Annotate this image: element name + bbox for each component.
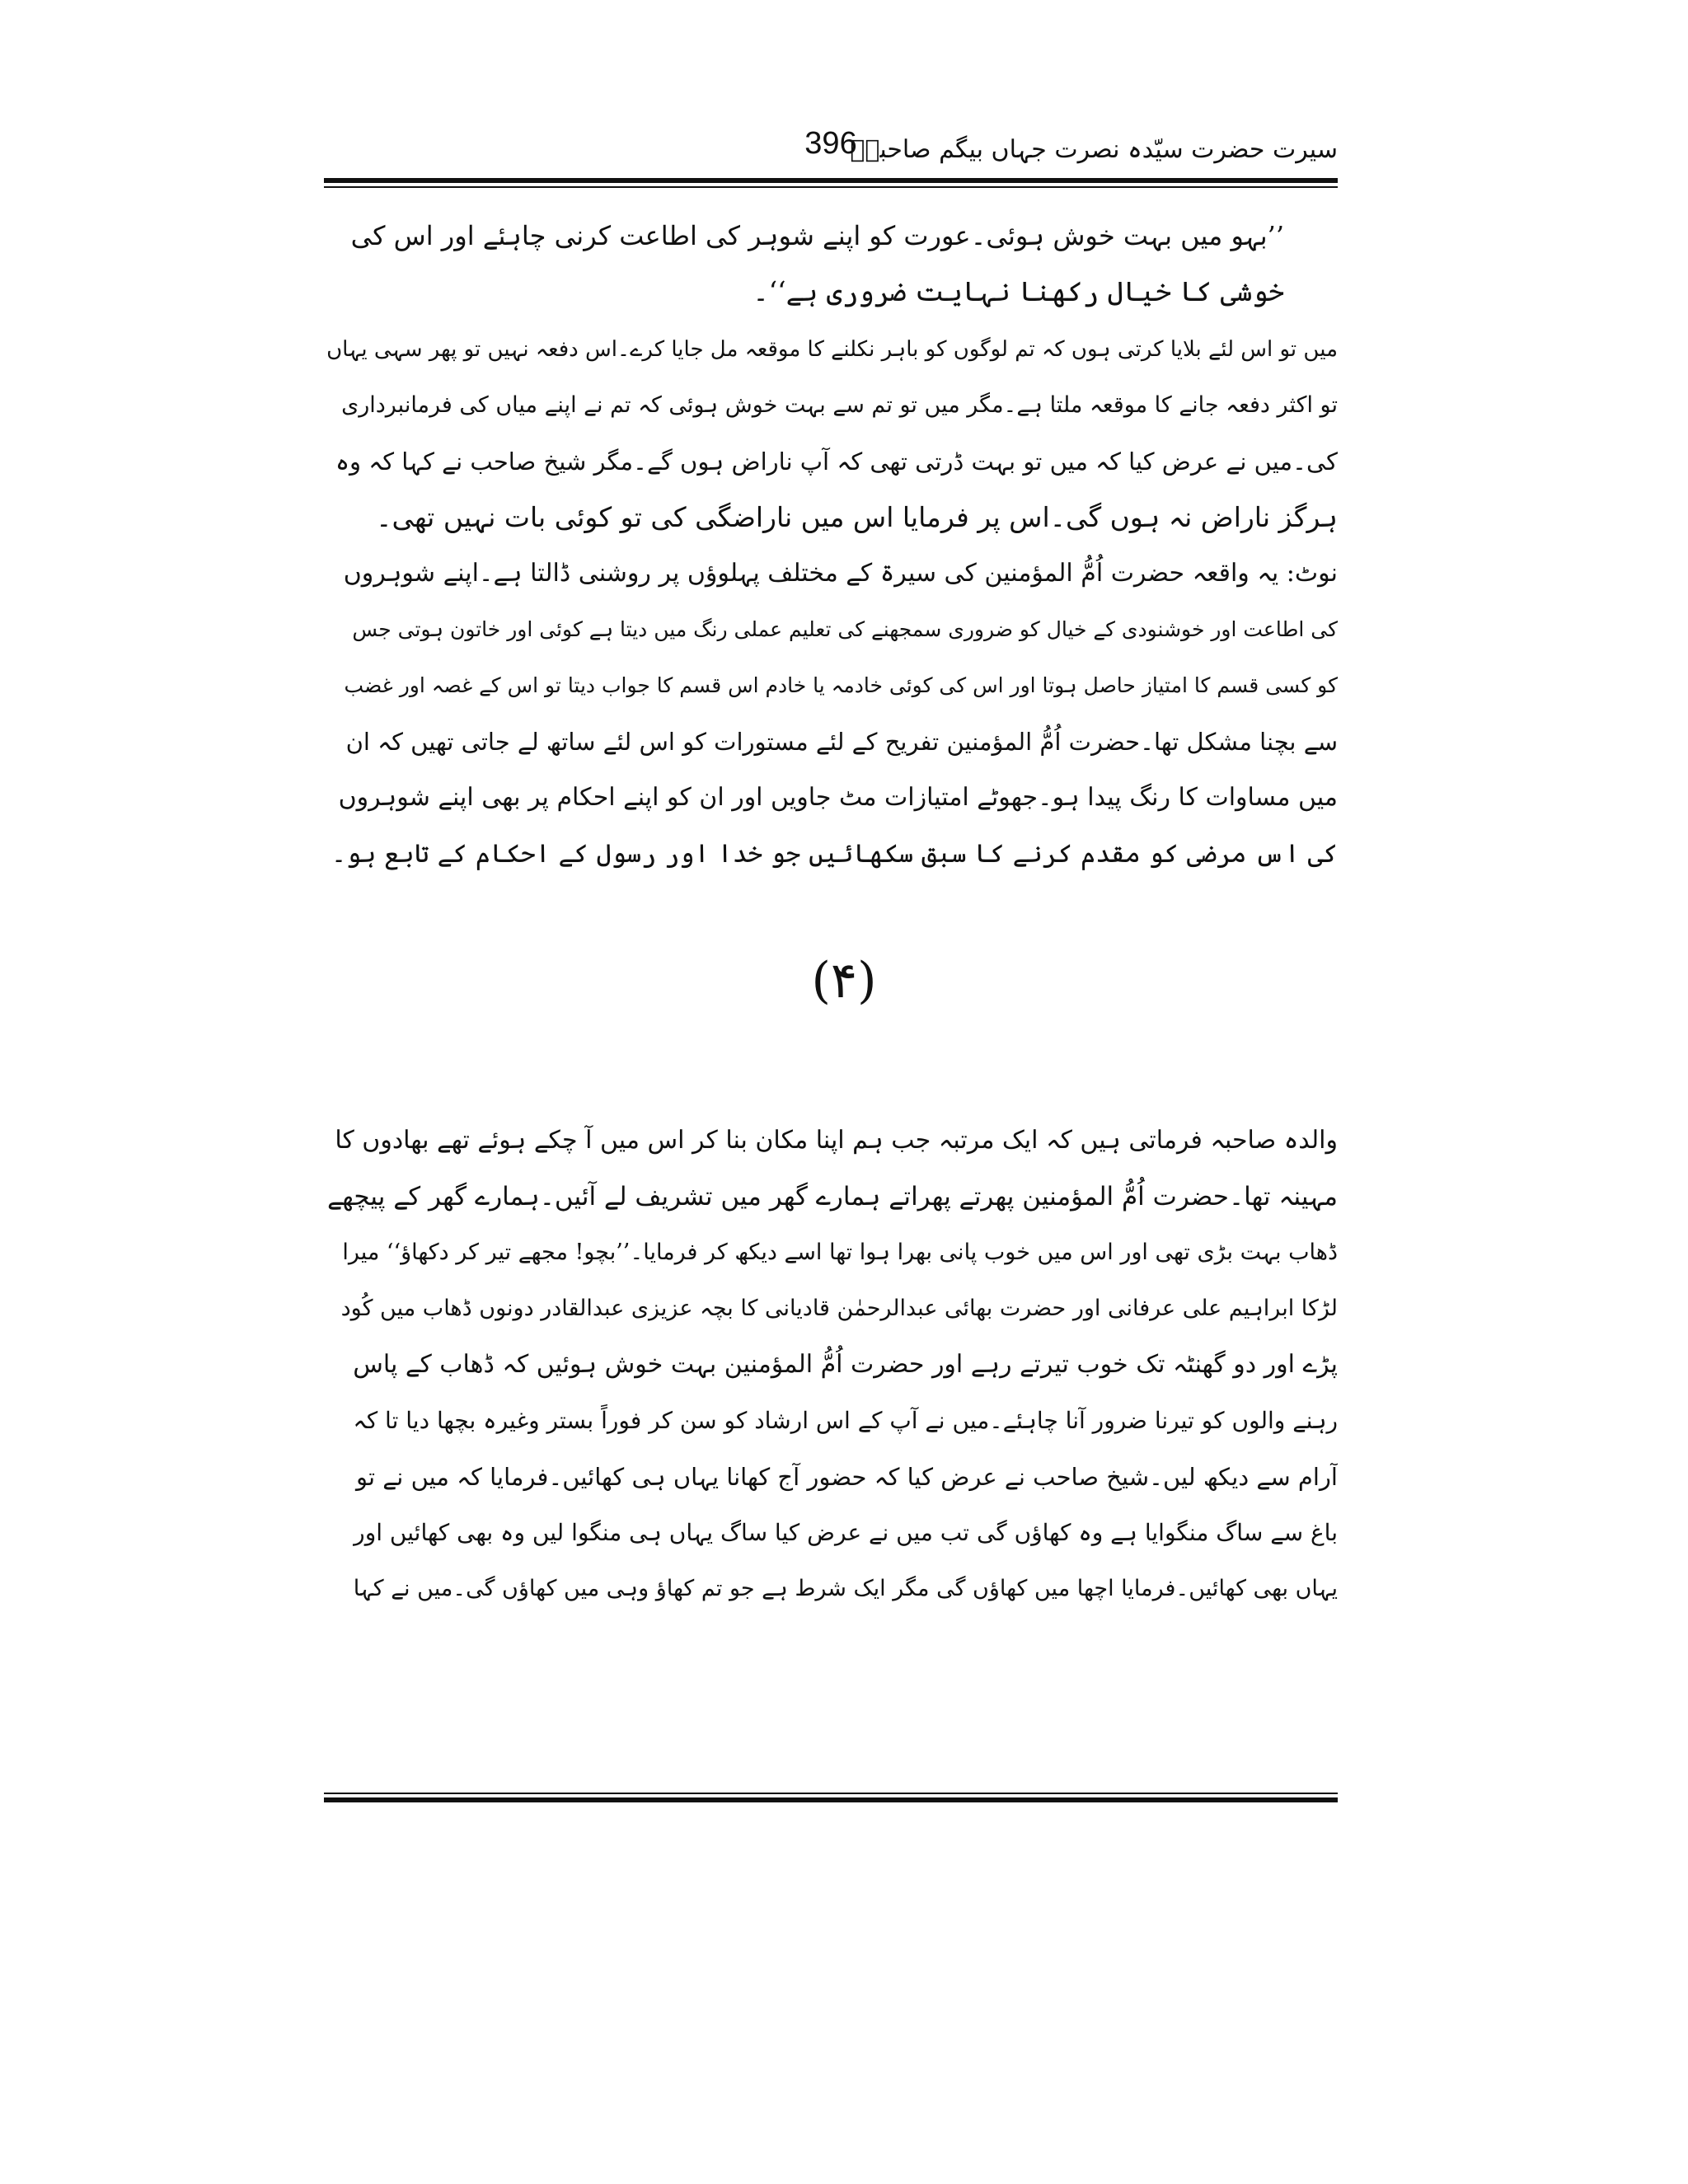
header-rule-thick xyxy=(324,178,1338,183)
quote-paragraph xyxy=(324,208,1284,320)
text-line: باغ سے ساگ منگوایا ہے وہ کھاؤں گی تب میں نے عرض کیا ساگ یہاں ہی منگوا لیں وہ بھی کھائیں اور xyxy=(354,1519,1338,1546)
paragraph-1 xyxy=(324,321,1338,546)
text-line: میں تو اس لئے بلایا کرتی ہوں کہ تم لوگوں کو باہر نکلنے کا موقعہ مل جایا کرے۔اس دفعہ نہیں تو پھر سہی یہاں xyxy=(326,337,1338,362)
text-line: ’’بہو میں بہت خوش ہوئی۔عورت کو اپنے شوہر کی اطاعت کرنی چاہئے اور اس کی xyxy=(350,220,1284,251)
text-line: نوٹ: یہ واقعہ حضرت اُمُّ المؤمنین کی سیرۃ کے مختلف پہلوؤں پر روشنی ڈالتا ہے۔اپنے شوہروں xyxy=(343,559,1338,588)
text-line: ڈھاب بہت بڑی تھی اور اس میں خوب پانی بھرا ہوا تھا اسے دیکھ کر فرمایا۔’’بچو! مجھے تیر کر دکھاؤ‘‘ میرا xyxy=(342,1240,1338,1265)
text-line: لڑکا ابراہیم علی عرفانی اور حضرت بھائی عبدالرحمٰن قادیانی کا بچہ عزیزی عبدالقادر دونوں ڈھاب میں کُود xyxy=(340,1296,1338,1321)
footer-rule-thin xyxy=(324,1793,1338,1794)
text-line: ہرگز ناراض نہ ہوں گی۔اس پر فرمایا اس میں ناراضگی کی تو کوئی بات نہیں تھی۔ xyxy=(376,501,1338,533)
text-line: رہنے والوں کو تیرنا ضرور آنا چاہئے۔میں نے آپ کے اس ارشاد کو سن کر فوراً بستر وغیرہ بچھا دیا تا کہ xyxy=(353,1407,1338,1434)
footer-rule-thick xyxy=(324,1797,1338,1802)
section-number: (۴) xyxy=(811,952,877,1010)
text-line: سے بچنا مشکل تھا۔حضرت اُمُّ المؤمنین تفریح کے لئے مستورات کو اس لئے ساتھ لے جاتی تھیں کہ ان xyxy=(345,728,1338,756)
header-rule-thin xyxy=(324,186,1338,188)
text-line: آرام سے دیکھ لیں۔شیخ صاحب نے عرض کیا کہ حضور آج کھانا یہاں ہی کھائیں۔فرمایا کہ میں نے تو xyxy=(356,1463,1338,1491)
text-line: کی اطاعت اور خوشنودی کے خیال کو ضروری سمجھنے کی تعلیم عملی رنگ میں دیتا ہے کوئی اور خاتون ہوتی جس xyxy=(352,617,1338,641)
running-title: سیرت حضرت سیّدہ نصرت جہاں بیگم صاحبہؓ xyxy=(850,135,1338,164)
text-line: کی۔میں نے عرض کیا کہ میں تو بہت ڈرتی تھی کہ آپ ناراض ہوں گے۔مگر شیخ صاحب نے کہا کہ وہ xyxy=(335,448,1338,476)
text-line: مہینہ تھا۔حضرت اُمُّ المؤمنین پھرتے پھراتے ہمارے گھر میں تشریف لے آئیں۔ہمارے گھر کے پیچھے xyxy=(326,1182,1338,1212)
text-line: خوشی کا خیال رکھنا نہایت ضروری ہے‘‘۔ xyxy=(753,275,1284,307)
page-header xyxy=(324,124,1338,173)
text-line: پڑے اور دو گھنٹہ تک خوب تیرتے رہے اور حضرت اُمُّ المؤمنین بہت خوش ہوئیں کہ ڈھاب کے پاس xyxy=(353,1350,1338,1379)
text-line: تو اکثر دفعہ جانے کا موقعہ ملتا ہے۔مگر میں تو تم سے بہت خوش ہوئی کہ تم نے اپنے میاں کی فرمانبرداری xyxy=(341,392,1338,418)
page-number: 396 xyxy=(804,126,857,161)
paragraph-3 xyxy=(324,1113,1338,1617)
text-line: یہاں بھی کھائیں۔فرمایا اچھا میں کھاؤں گی مگر ایک شرط ہے جو تم کھاؤ وہی میں کھاؤں گی۔میں نے کہا xyxy=(353,1576,1338,1601)
text-line: میں مساوات کا رنگ پیدا ہو۔جھوٹے امتیازات مٹ جاویں اور ان کو اپنے احکام پر بھی اپنے شوہروں xyxy=(338,783,1338,812)
paragraph-2-note xyxy=(324,546,1338,882)
text-line: کو کسی قسم کا امتیاز حاصل ہوتا اور اس کی کوئی خادمہ یا خادم اس قسم کا جواب دیتا تو اس کے غصہ اور غضب xyxy=(344,673,1338,697)
text-line: والدہ صاحبہ فرماتی ہیں کہ ایک مرتبہ جب ہم اپنا مکان بنا کر اس میں آ چکے ہوئے تھے بھادوں کا xyxy=(335,1126,1338,1155)
text-line: کی اس مرضی کو مقدم کرنے کا سبق سکھائیں جو خدا اور رسول کے احکام کے تابع ہو۔ xyxy=(331,839,1338,869)
